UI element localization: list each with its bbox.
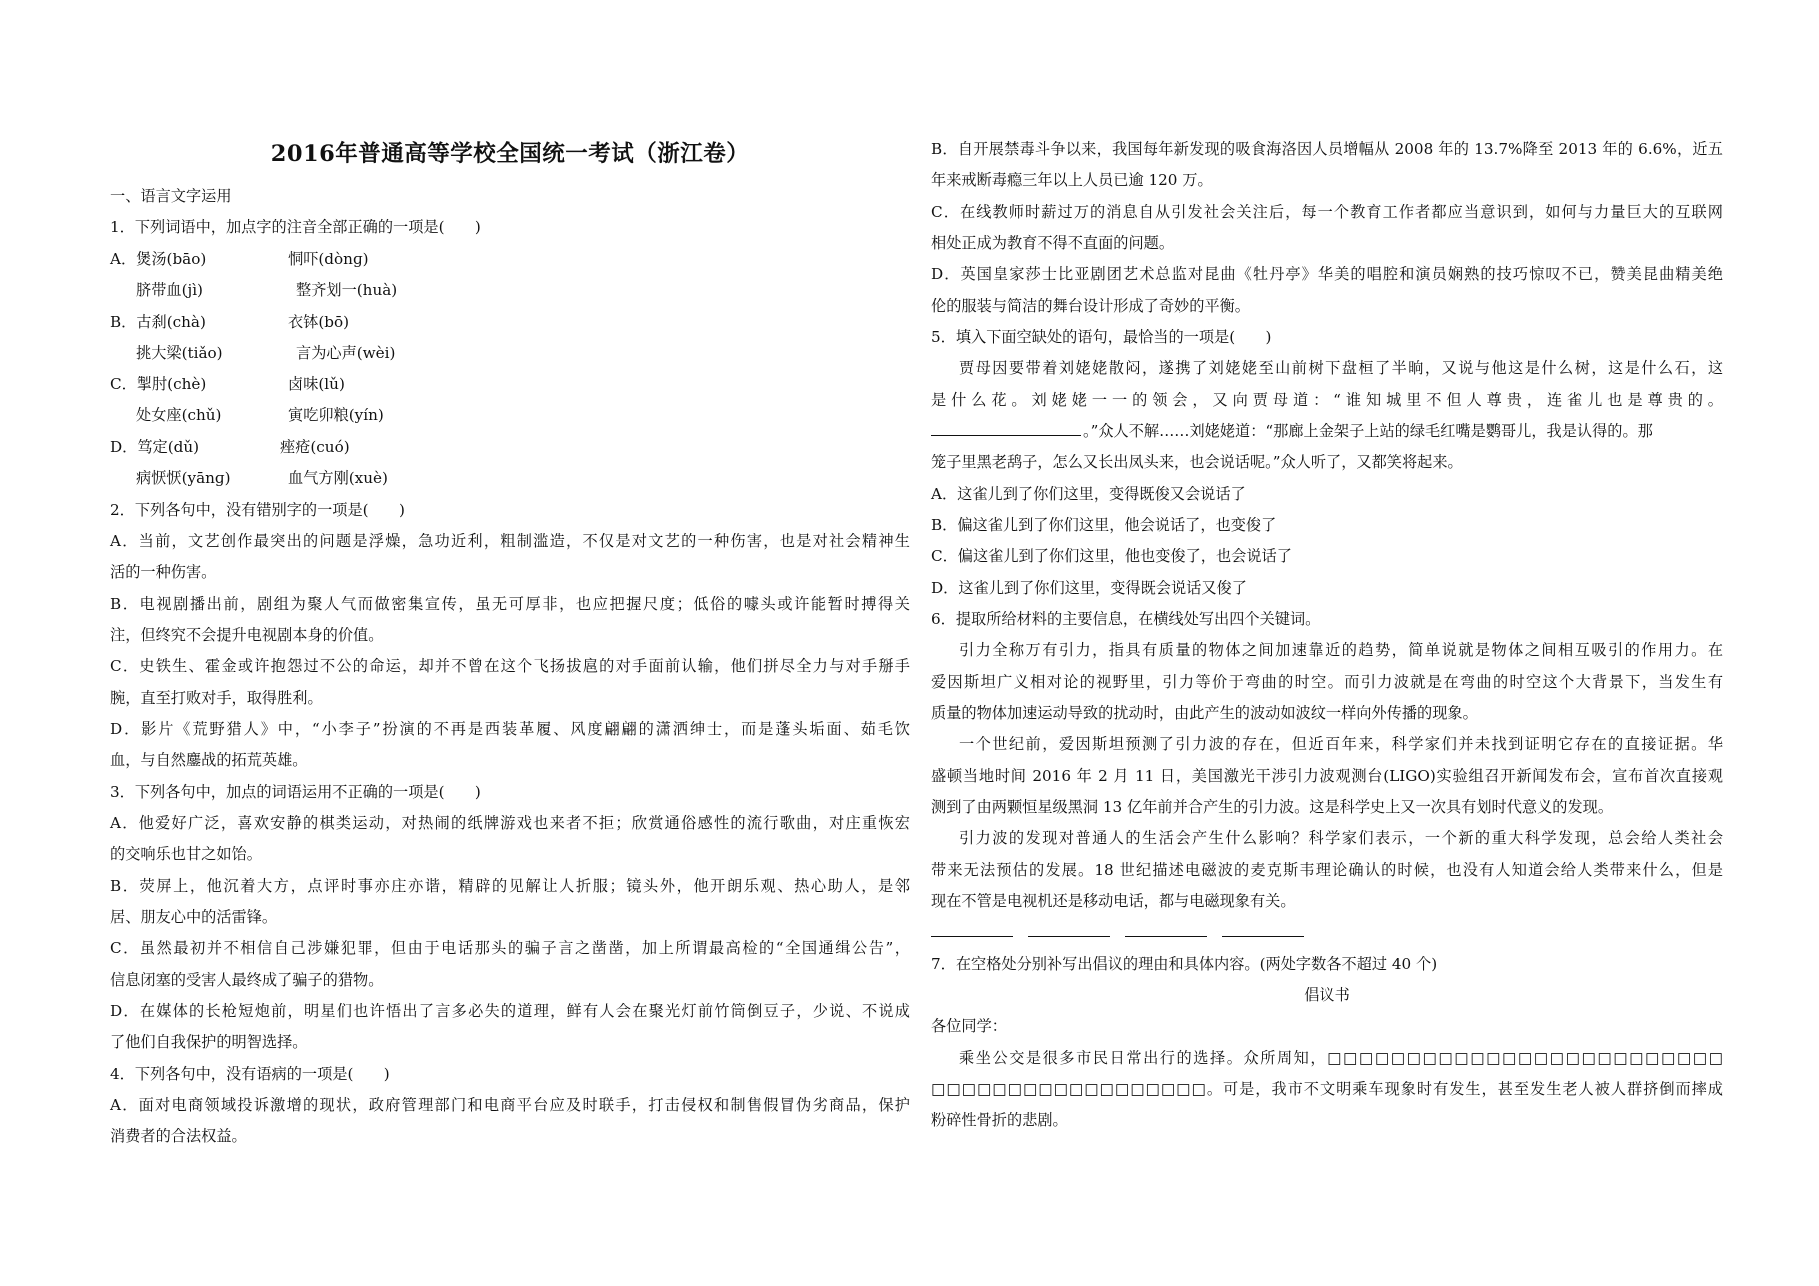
q1-option-b-row2 [110, 343, 910, 363]
q1-a-word1: A．煲汤(bāo) [110, 250, 207, 268]
page-title: 2016年普通高等学校全国统一考试（浙江卷） [270, 141, 750, 167]
q4-option-d-line2: 伦的服装与简洁的舞台设计形成了奇妙的平衡。 [931, 297, 1250, 315]
q7-stem: 7．在空格处分别补写出倡议的理由和具体内容。(两处字数各不超过 40 个) [931, 955, 1438, 973]
q1-b-word3: 挑大梁(tiǎo) [136, 344, 223, 362]
q7-proposal-heading: 倡议书 [1304, 986, 1350, 1004]
q6-stem: 6．提取所给材料的主要信息，在横线处写出四个关键词。 [931, 610, 1321, 628]
q3-option-a-line2: 的交响乐也甘之如饴。 [110, 845, 262, 863]
q1-c-word2: 卤味(lǔ) [288, 375, 345, 393]
q1-b-word1: B．古刹(chà) [110, 313, 206, 331]
q4-stem: 4．下列各句中，没有语病的一项是( ) [110, 1065, 390, 1083]
q5-option-c: C．偏这雀儿到了你们这里，他也变俊了，也会说话了 [931, 547, 1292, 565]
q1-option-c-row1 [110, 374, 910, 394]
q7-passage-line1: 乘坐公交是很多市民日常出行的选择。众所周知，□□□□□□□□□□□□□□□□□□□□□□□□□ [959, 1049, 1723, 1067]
q2-stem: 2．下列各句中，没有错别字的一项是( ) [110, 501, 405, 519]
q7-passage-line3: 粉碎性骨折的悲剧。 [931, 1111, 1068, 1129]
q1-b-word4: 言为心声(wèi) [296, 344, 396, 362]
q6-keyword-blank-1[interactable] [931, 922, 1013, 937]
q6-para1-line1: 引力全称万有引力，指具有质量的物体之间加速靠近的趋势，简单说就是物体之间相互吸引的作用力。在 [959, 641, 1723, 659]
q2-option-a-line2: 活的一种伤害。 [110, 563, 217, 581]
q3-stem: 3．下列各句中，加点的词语运用不正确的一项是( ) [110, 783, 481, 801]
q1-a-word4: 整齐划一(huà) [296, 281, 398, 299]
q6-keyword-blanks [931, 922, 1723, 942]
q6-para3-line1: 引力波的发现对普通人的生活会产生什么影响？科学家们表示，一个新的重大科学发现，总会给人类社会 [959, 829, 1723, 847]
q3-option-b-line2: 居、朋友心中的活雷锋。 [110, 908, 278, 926]
q1-b-word2: 衣钵(bō) [288, 313, 350, 331]
q2-option-c-line1: C．史铁生、霍金或许抱怨过不公的命运，却并不曾在这个飞扬拔扈的对手面前认输，他们拼尽全力与对手掰手 [110, 657, 910, 675]
q6-keyword-blank-3[interactable] [1125, 922, 1207, 937]
q2-option-d-line1: D．影片《荒野猎人》中，“小李子”扮演的不再是西装革履、风度翩翩的潇洒绅士，而是蓬头垢面、茹毛饮 [110, 720, 910, 738]
q4-option-c-line1: C．在线教师时薪过万的消息自从引发社会关注后，每一个教育工作者都应当意识到，如何与力量巨大的互联网 [931, 203, 1723, 221]
q6-para2-line2: 盛顿当地时间 2016 年 2 月 11 日，美国激光干涉引力波观测台(LIGO)实验组召开新闻发布会，宣布首次直接观 [931, 767, 1723, 785]
q1-stem: 1．下列词语中，加点字的注音全部正确的一项是( ) [110, 218, 481, 236]
q1-d-word3: 病恹恹(yānɡ) [136, 469, 231, 487]
q1-a-word2: 恫吓(dònɡ) [288, 250, 369, 268]
q3-option-a-line1: A．他爱好广泛，喜欢安静的棋类运动，对热闹的纸牌游戏也来者不拒；欣赏通俗感性的流行歌曲，对庄重恢宏 [110, 814, 910, 832]
q1-d-word4: 血气方刚(xuè) [288, 469, 388, 487]
q6-para3-line2: 带来无法预估的发展。18 世纪描述电磁波的麦克斯韦理论确认的时候，也没有人知道会给人类带来什么，但是 [931, 861, 1723, 879]
q4-option-b-line2: 年来戒断毒瘾三年以上人员已逾 120 万。 [931, 171, 1213, 189]
section-heading: 一、语言文字运用 [110, 187, 232, 205]
q6-keyword-blank-4[interactable] [1222, 922, 1304, 937]
q3-option-d-line2: 了他们自我保护的明智选择。 [110, 1033, 308, 1051]
q6-para1-line3: 质量的物体加速运动导致的扰动时，由此产生的波动如波纹一样向外传播的现象。 [931, 704, 1478, 722]
q1-option-b-row1 [110, 312, 910, 332]
q5-fill-blank[interactable] [931, 421, 1081, 436]
q3-option-c-line1: C．虽然最初并不相信自己涉嫌犯罪，但由于电话那头的骗子言之凿凿，加上所谓最高检的“全国通缉公告”， [110, 939, 910, 957]
q1-c-word4: 寅吃卯粮(yín) [288, 406, 384, 424]
q1-d-word2: 痤疮(cuó) [280, 438, 350, 456]
q1-option-a-row2 [110, 280, 910, 300]
q6-para2-line3: 测到了由两颗恒星级黑洞 13 亿年前并合产生的引力波。这是科学史上又一次具有划时代意义的发现。 [931, 798, 1614, 816]
q1-option-d-row1 [110, 437, 910, 457]
q5-passage-line2: 是什么花。刘姥姥一一的领会，又向贾母道：“谁知城里不但人尊贵，连雀儿也是尊贵的。 [931, 391, 1723, 409]
q2-option-b-line2: 注，但终究不会提升电视剧本身的价值。 [110, 626, 384, 644]
q1-option-c-row2 [110, 405, 910, 425]
q6-para1-line2: 爱因斯坦广义相对论的视野里，引力等价于弯曲的时空。而引力波就是在弯曲的时空这个大背景下，当发生有 [931, 673, 1723, 691]
q1-a-word3: 脐带血(jì) [136, 281, 203, 299]
q5-passage-line1: 贾母因要带着刘姥姥散闷，遂携了刘姥姥至山前树下盘桓了半晌，又说与他这是什么树，这是什么石，这 [959, 359, 1723, 377]
q6-para3-line3: 现在不管是电视机还是移动电话，都与电磁现象有关。 [931, 892, 1296, 910]
q2-option-a-line1: A．当前，文艺创作最突出的问题是浮燥，急功近利，粗制滥造，不仅是对文艺的一种伤害，也是对社会精神生 [110, 532, 910, 550]
q4-option-c-line2: 相处正成为教育不得不直面的问题。 [931, 234, 1174, 252]
q1-d-word1: D．笃定(dǔ) [110, 438, 200, 456]
q4-option-a-line1: A．面对电商领域投诉激增的现状，政府管理部门和电商平台应及时联手，打击侵权和制售假冒伪劣商品，保护 [110, 1096, 910, 1114]
q7-passage-line2: □□□□□□□□□□□□□□□□□□。可是，我市不文明乘车现象时有发生，甚至发生老人被人群挤倒而摔成 [931, 1080, 1723, 1098]
q4-option-d-line1: D．英国皇家莎士比亚剧团艺术总监对昆曲《牡丹亭》华美的唱腔和演员娴熟的技巧惊叹不已，赞美昆曲精美绝 [931, 265, 1723, 283]
q1-c-word1: C．掣肘(chè) [110, 375, 207, 393]
q4-option-a-line2: 消费者的合法权益。 [110, 1127, 247, 1145]
q4-option-b-line1: B．自开展禁毒斗争以来，我国每年新发现的吸食海洛因人员增幅从 2008 年的 13.7%降至 2013 年的 6.6%，近五 [931, 140, 1723, 158]
q5-option-a: A．这雀儿到了你们这里，变得既俊又会说话了 [931, 485, 1246, 503]
q2-option-b-line1: B．电视剧播出前，剧组为聚人气而做密集宣传，虽无可厚非，也应把握尺度；低俗的噱头或许能暂时搏得关 [110, 595, 910, 613]
q7-salutation: 各位同学： [931, 1017, 1007, 1035]
q3-option-c-line2: 信息闭塞的受害人最终成了骗子的猎物。 [110, 971, 384, 989]
q5-option-d: D．这雀儿到了你们这里，变得既会说话又俊了 [931, 579, 1247, 597]
q5-passage-line4: 笼子里黑老鸹子，怎么又长出凤头来，也会说话呢。”众人听了，又都笑将起来。 [931, 453, 1463, 471]
q5-passage-line3-text: 。”众人不解……刘姥姥道：“那廊上金架子上站的绿毛红嘴是鹦哥儿，我是认得的。那 [1083, 422, 1653, 440]
q2-option-d-line2: 血，与自然鏖战的拓荒英雄。 [110, 751, 308, 769]
q1-c-word3: 处女座(chǔ) [136, 406, 222, 424]
q5-passage-line3 [931, 421, 1723, 441]
q1-option-a-row1 [110, 249, 910, 269]
q2-option-c-line2: 腕，直至打败对手，取得胜利。 [110, 689, 323, 707]
q3-option-d-line1: D．在媒体的长枪短炮前，明星们也许悟出了言多必失的道理，鲜有人会在聚光灯前竹筒倒豆子，少说、不说成 [110, 1002, 910, 1020]
q6-para2-line1: 一个世纪前，爱因斯坦预测了引力波的存在，但近百年来，科学家们并未找到证明它存在的直接证据。华 [959, 735, 1723, 753]
q5-option-b: B．偏这雀儿到了你们这里，他会说话了，也变俊了 [931, 516, 1277, 534]
q5-stem: 5．填入下面空缺处的语句，最恰当的一项是( ) [931, 328, 1272, 346]
q3-option-b-line1: B．荧屏上，他沉着大方，点评时事亦庄亦谐，精辟的见解让人折服；镜头外，他开朗乐观、热心助人，是邻 [110, 877, 910, 895]
q1-option-d-row2 [110, 468, 910, 488]
q6-keyword-blank-2[interactable] [1028, 922, 1110, 937]
